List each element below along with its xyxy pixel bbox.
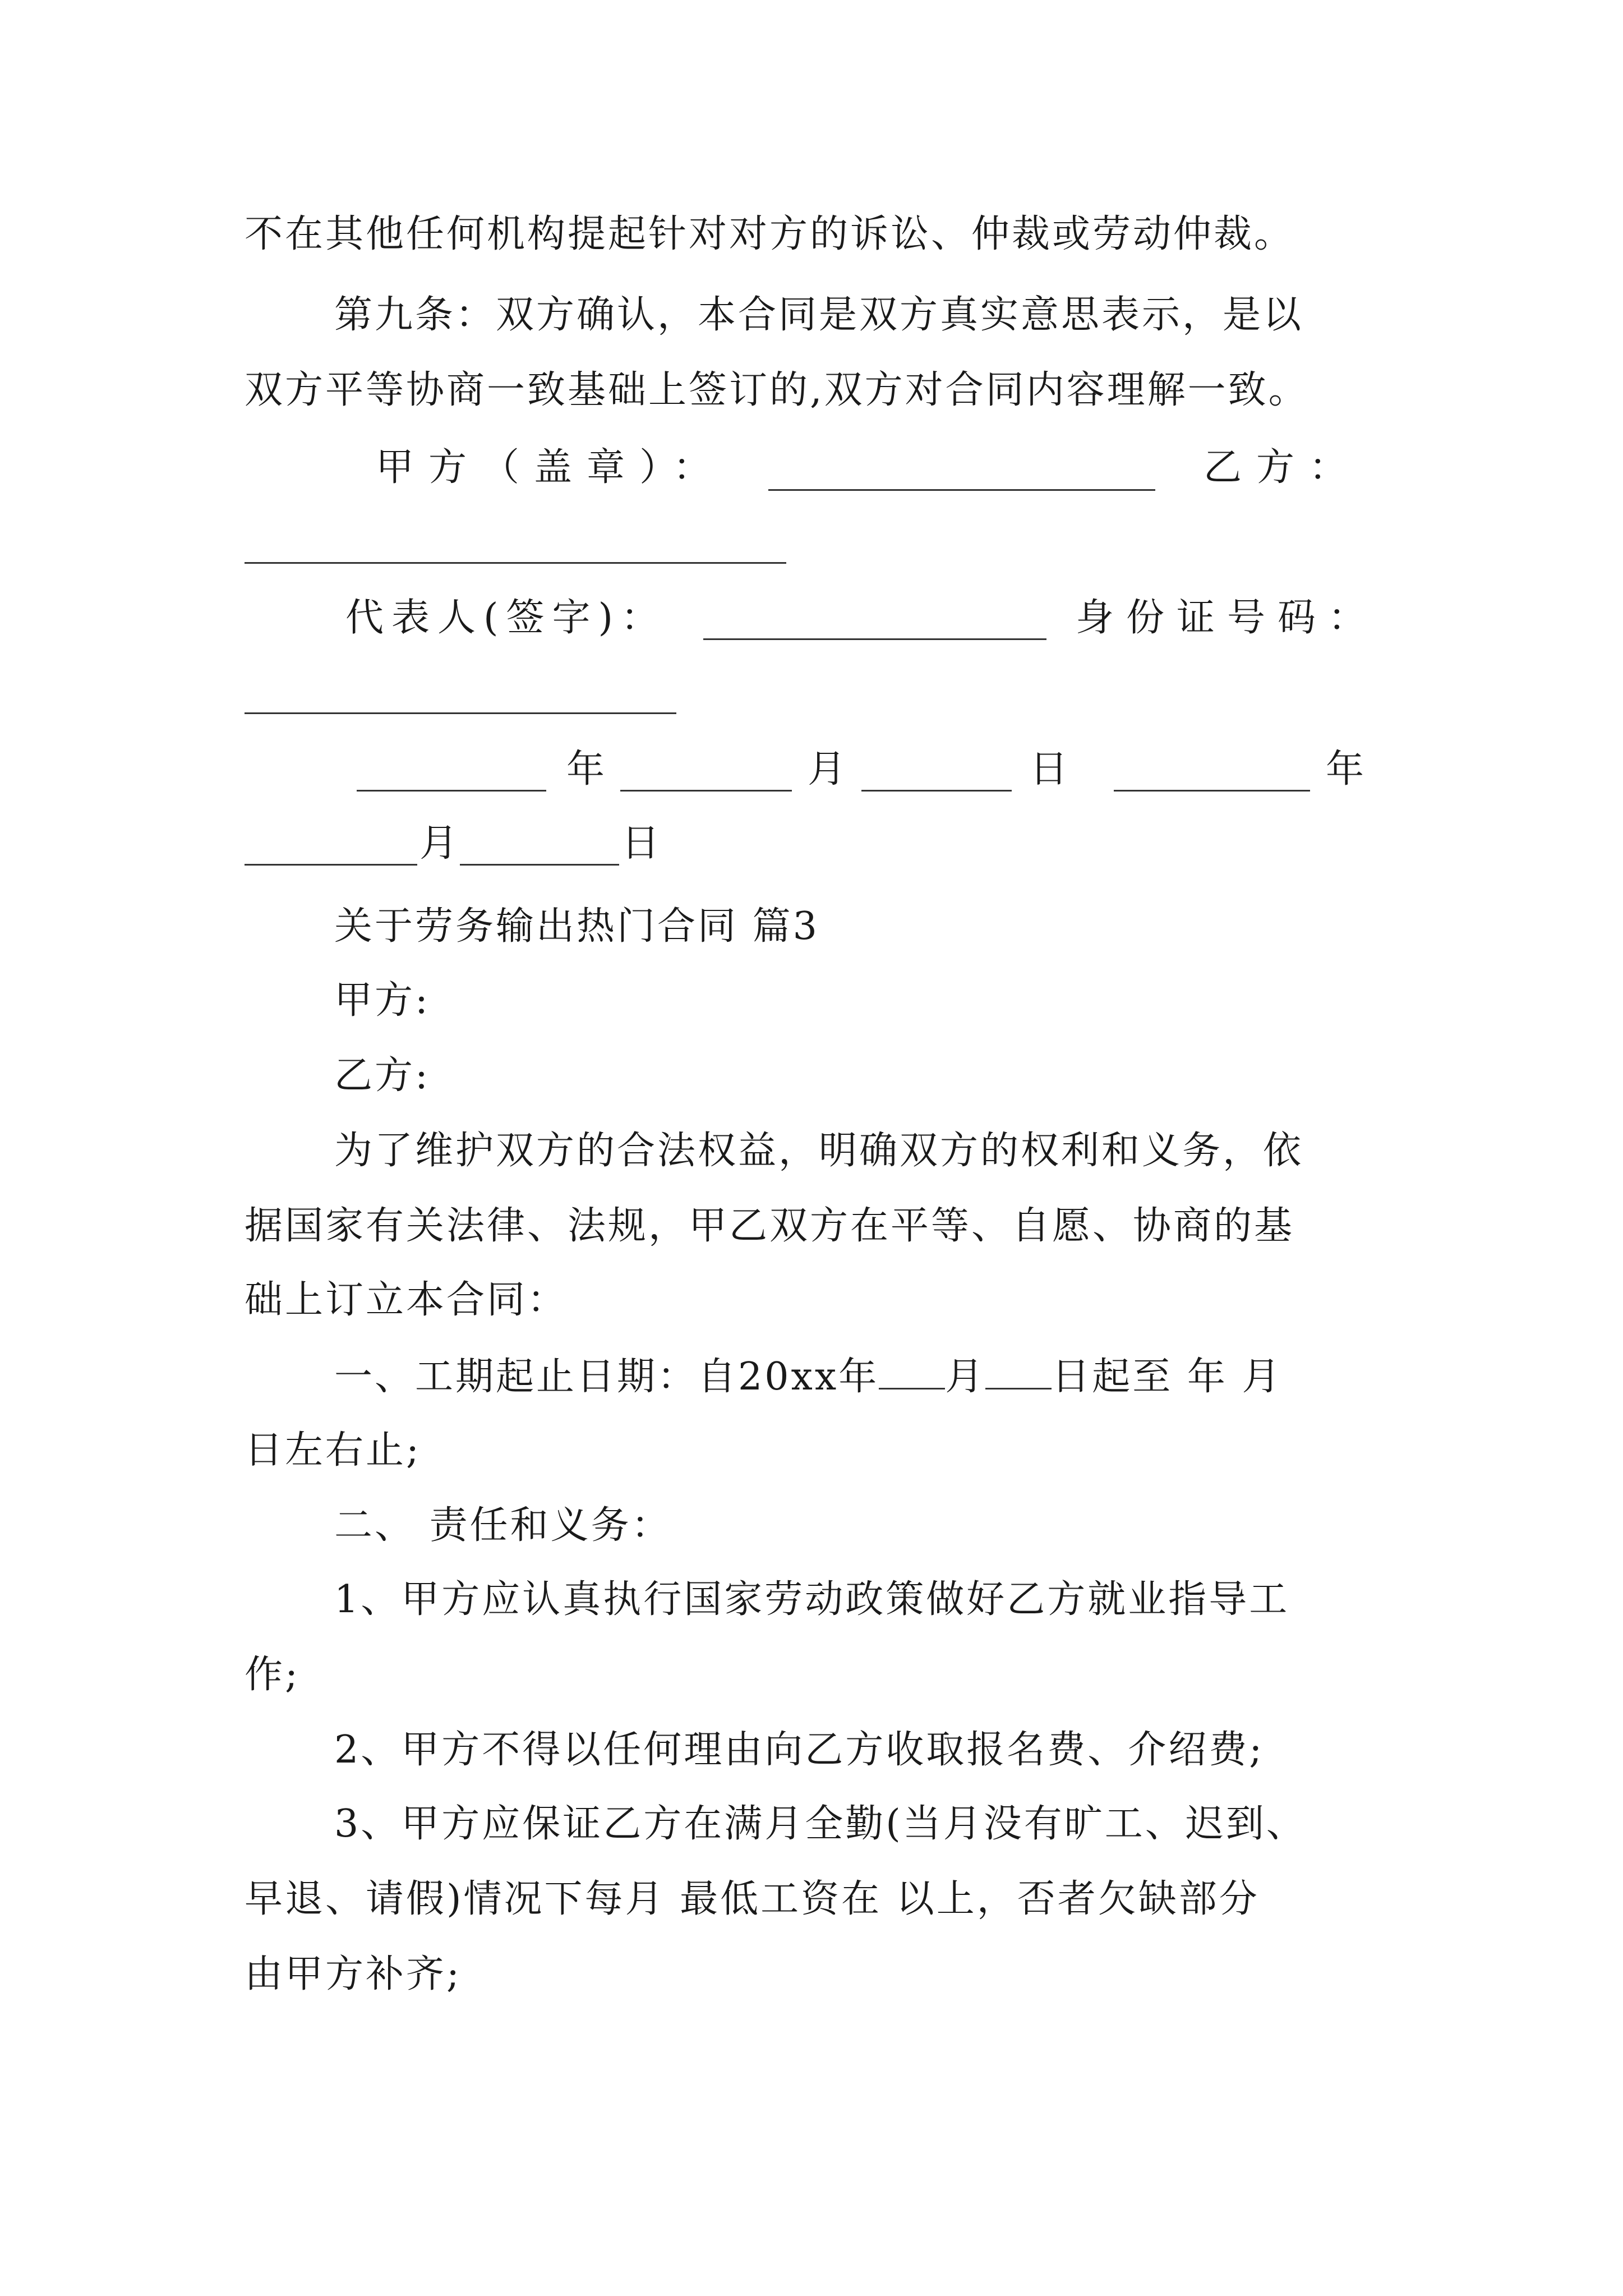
representative-blank xyxy=(703,638,1046,640)
paragraph-line: 日左右止; xyxy=(245,1428,421,1473)
term-suffix: 日起至 年 月 xyxy=(1052,1355,1283,1399)
party-a-line: 甲方: xyxy=(334,978,430,1023)
party-b-label: 乙方： xyxy=(1204,445,1362,490)
term-prefix: 一、工期起止日期：自20xx年 xyxy=(334,1355,879,1399)
term-line xyxy=(334,1355,1283,1399)
date-day-blank-b xyxy=(460,864,619,866)
paragraph-line: 据国家有关法律、法规，甲乙双方在平等、自愿、协商的基 xyxy=(245,1204,1295,1248)
paragraph-line: 第九条：双方确认，本合同是双方真实意思表示，是以 xyxy=(334,293,1304,337)
date-month-blank-b xyxy=(245,864,417,866)
party-b-line: 乙方: xyxy=(334,1053,430,1098)
date-year-blank-b xyxy=(1114,790,1310,792)
date-month-label-a: 月 xyxy=(808,747,849,792)
duty-title: 二、 责任和义务： xyxy=(334,1503,672,1548)
paragraph-line: 为了维护双方的合法权益，明确双方的权利和义务，依 xyxy=(334,1129,1304,1173)
list-item: 3、甲方应保证乙方在满月全勤(当月没有旷工、迟到、 xyxy=(334,1802,1307,1846)
id-number-label: 身份证号码： xyxy=(1076,596,1379,640)
date-month-label-b: 月 xyxy=(419,821,460,866)
date-day-label-a: 日 xyxy=(1030,747,1071,792)
paragraph-line: 础上订立本合同： xyxy=(245,1278,568,1322)
date-year-blank-a xyxy=(357,790,546,792)
party-b-blank xyxy=(245,562,786,564)
date-month-blank-a xyxy=(620,790,792,792)
date-year-label-b: 年 xyxy=(1326,747,1367,792)
section-title: 关于劳务输出热门合同 篇3 xyxy=(334,904,819,949)
date-day-blank-a xyxy=(861,790,1012,792)
paragraph-line: 双方平等协商一致基础上签订的,双方对合同内容理解一致。 xyxy=(245,368,1309,412)
date-year-label-a: 年 xyxy=(566,747,607,792)
list-item-cont: 早退、请假)情况下每月 最低工资在 以上，否者欠缺部分 xyxy=(245,1877,1260,1921)
list-item-cont: 由甲方补齐; xyxy=(245,1952,462,1996)
id-number-blank xyxy=(245,712,676,714)
list-item: 2、甲方不得以任何理由向乙方收取报名费、介绍费; xyxy=(334,1728,1265,1772)
representative-label: 代表人(签字)： xyxy=(345,596,667,640)
list-item: 1、甲方应认真执行国家劳动政策做好乙方就业指导工 xyxy=(334,1577,1290,1622)
term-month-blank xyxy=(879,1356,945,1389)
term-day-blank xyxy=(985,1356,1052,1389)
list-item-cont: 作; xyxy=(245,1653,300,1697)
term-month-label: 月 xyxy=(945,1355,986,1399)
date-day-label-b: 日 xyxy=(621,821,662,866)
party-a-seal-blank xyxy=(768,489,1155,491)
party-a-seal-label: 甲方（盖章）： xyxy=(376,445,726,490)
paragraph-line: 不在其他任何机构提起针对对方的诉讼、仲裁或劳动仲裁。 xyxy=(245,212,1295,256)
